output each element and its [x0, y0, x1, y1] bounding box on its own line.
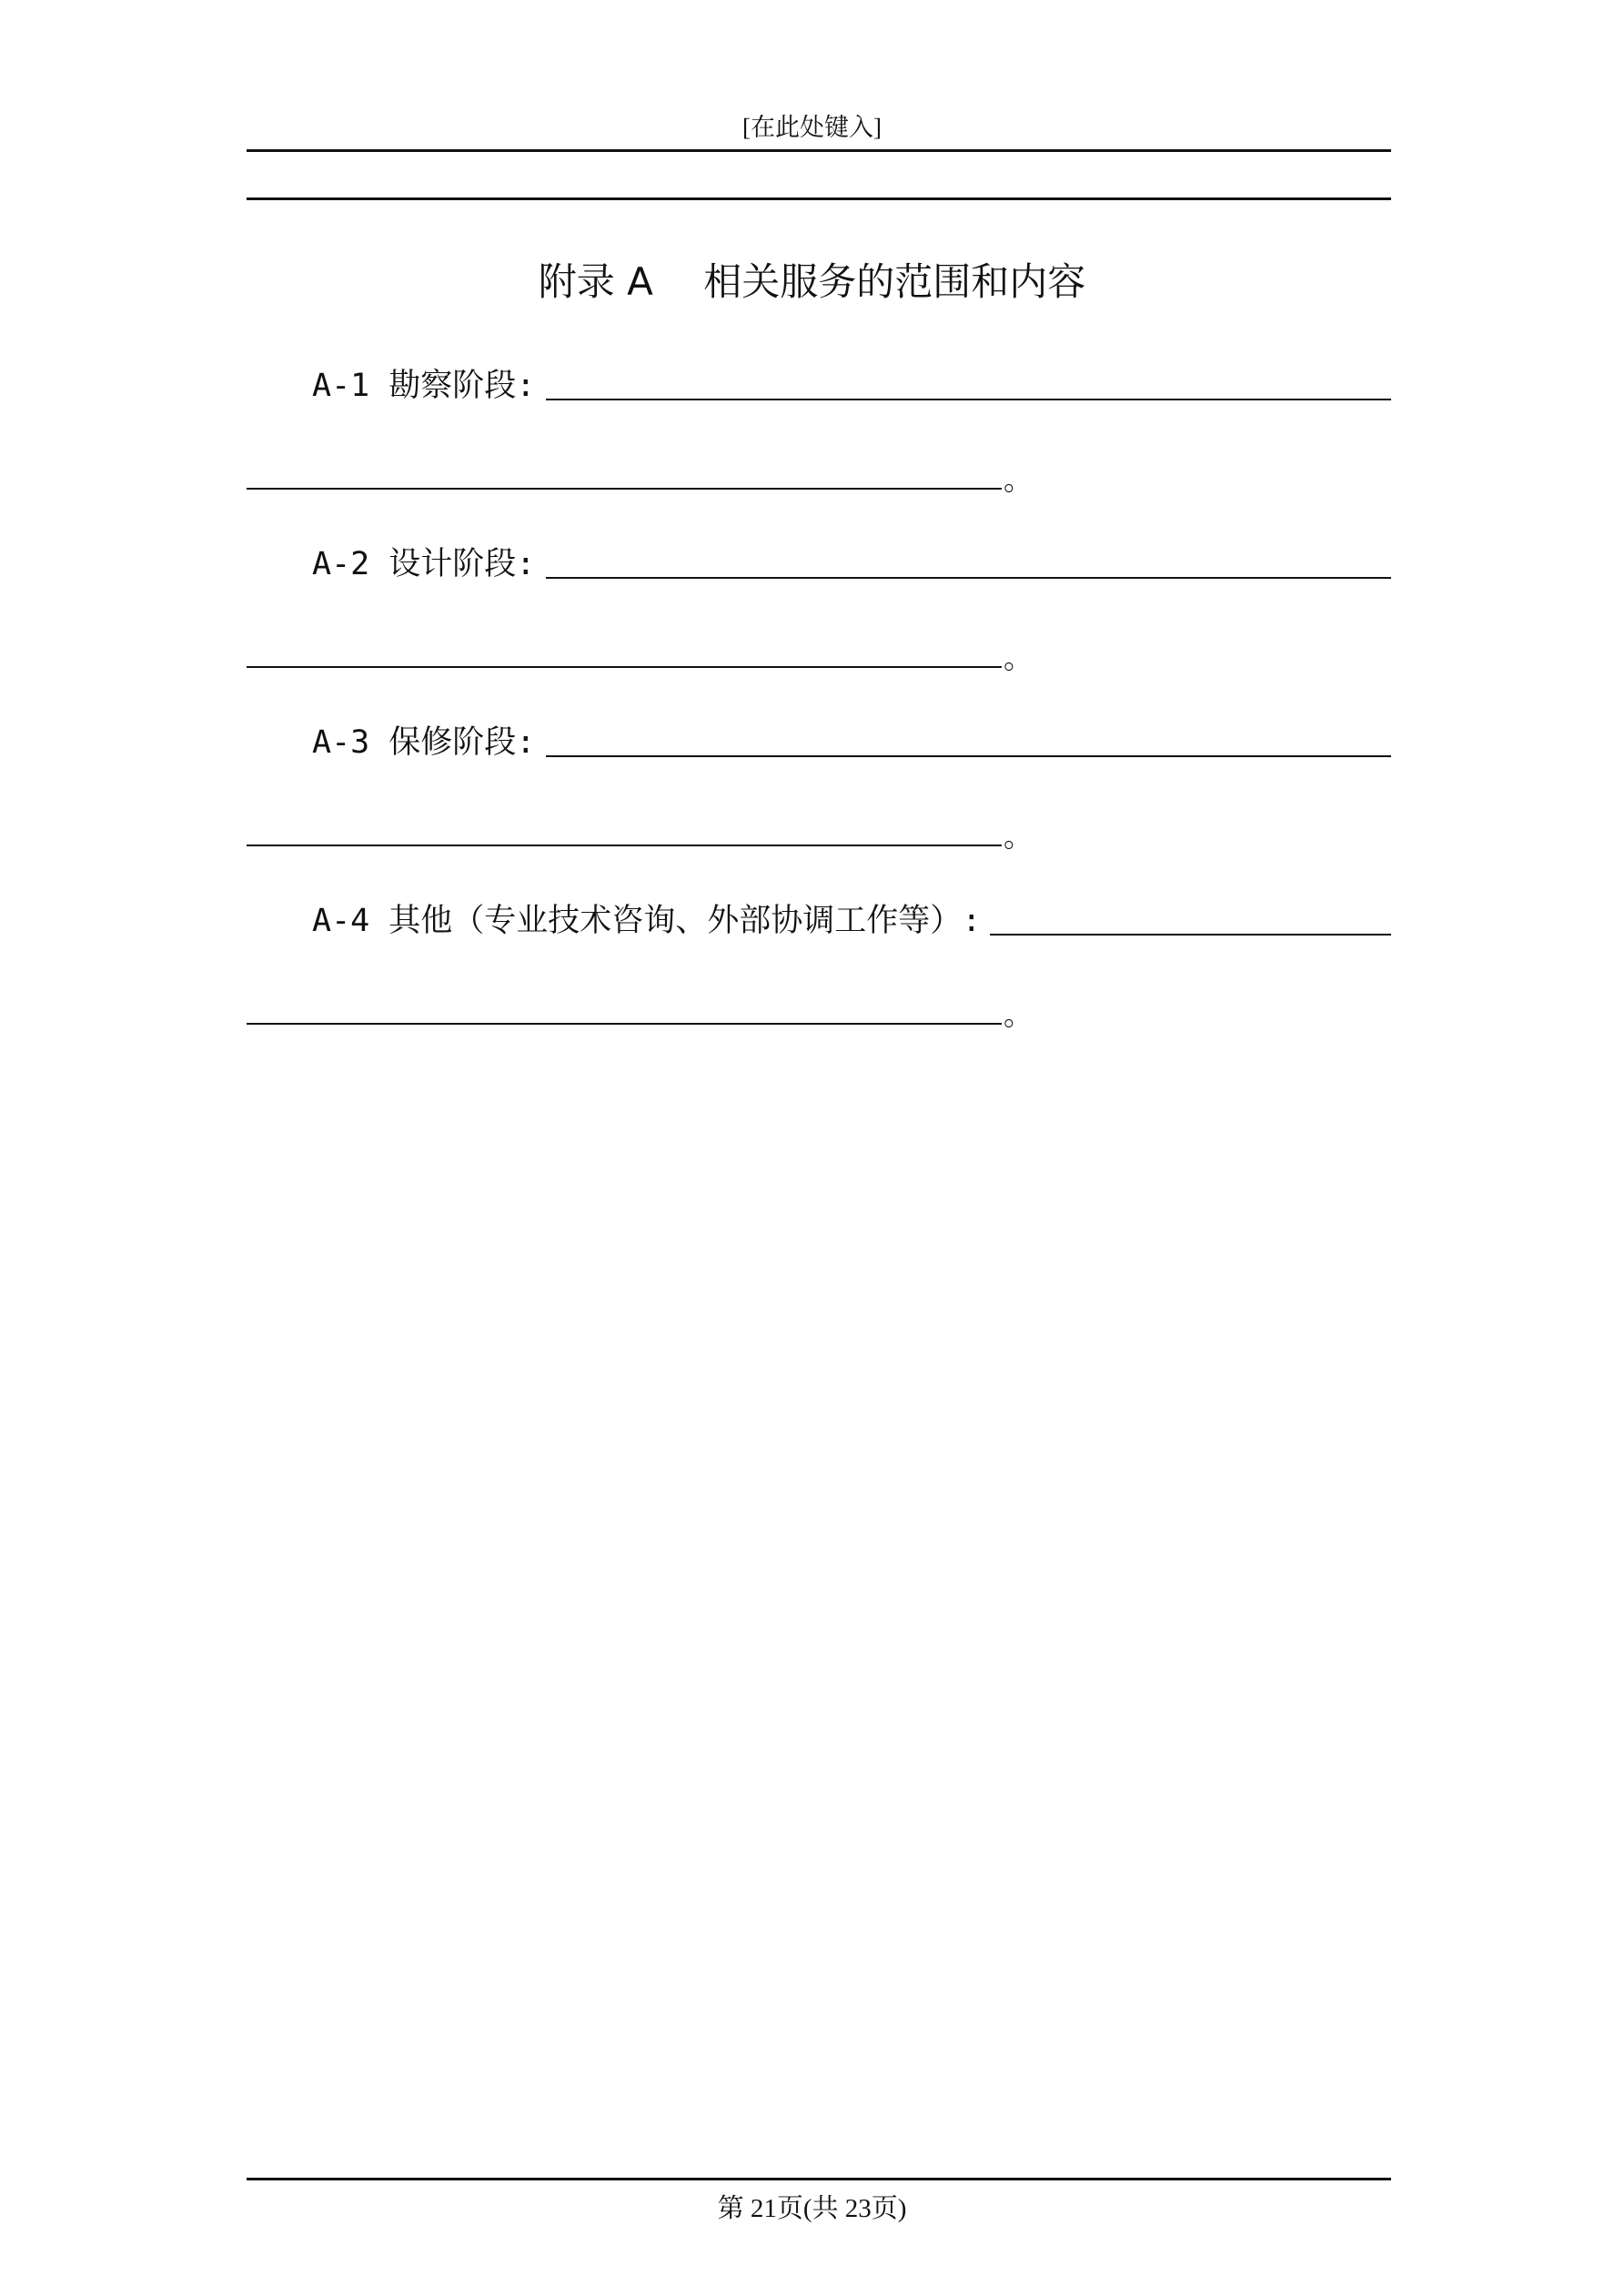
- fill-in-blank-line[interactable]: [546, 399, 1391, 400]
- header-rule-secondary: [247, 197, 1391, 200]
- appendix-title: 附录 A 相关服务的范围和内容: [538, 259, 1086, 304]
- fill-in-blank-line-continued[interactable]: [247, 666, 1002, 668]
- item-label: A-3 保修阶段:: [312, 724, 536, 761]
- page-number-footer: 第 21页(共 23页): [717, 2194, 907, 2223]
- item-label: A-1 勘察阶段:: [312, 368, 536, 404]
- item-label: A-4 其他（专业技术咨询、外部协调工作等）:: [312, 903, 982, 939]
- header-rule: [247, 149, 1391, 152]
- fill-in-blank-line[interactable]: [990, 934, 1391, 936]
- fill-in-blank-line[interactable]: [546, 755, 1391, 757]
- end-mark: 。: [1004, 462, 1034, 497]
- fill-in-blank-line[interactable]: [546, 577, 1391, 579]
- page-header: [在此处键入]: [742, 114, 882, 141]
- end-mark: 。: [1004, 819, 1034, 854]
- fill-in-blank-line-continued[interactable]: [247, 488, 1002, 490]
- fill-in-blank-line-continued[interactable]: [247, 1023, 1002, 1025]
- item-label: A-2 设计阶段:: [312, 546, 536, 582]
- end-mark: 。: [1004, 997, 1034, 1032]
- fill-in-blank-line-continued[interactable]: [247, 845, 1002, 846]
- end-mark: 。: [1004, 641, 1034, 675]
- footer-rule: [247, 2178, 1391, 2180]
